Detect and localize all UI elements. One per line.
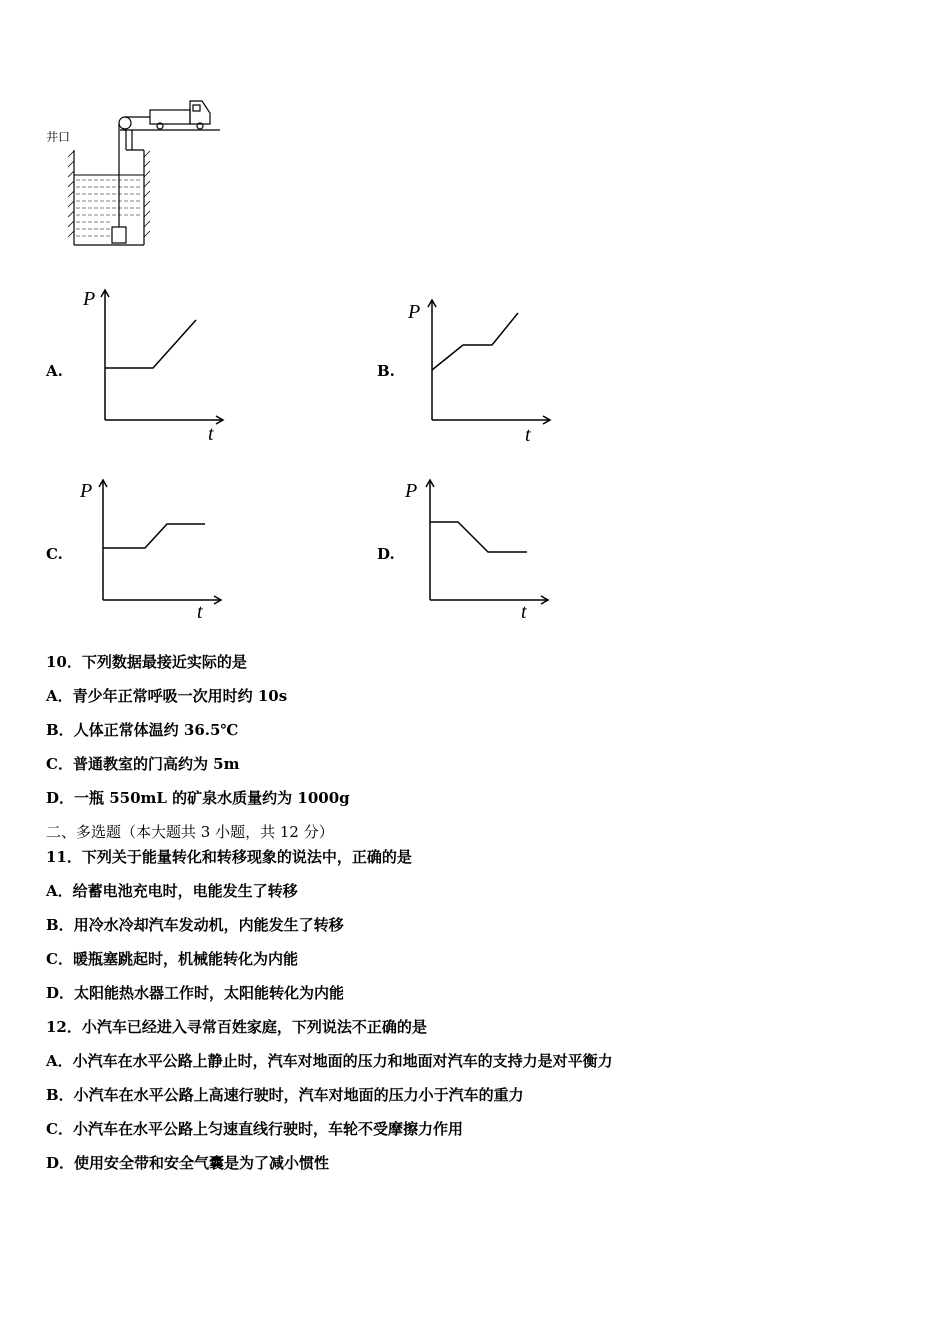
graph-option-a xyxy=(75,285,245,445)
graph-option-c xyxy=(75,475,245,625)
well-label: 井口 xyxy=(46,130,71,144)
option-b-label: B. xyxy=(377,362,395,380)
graph-a-y-label: P xyxy=(83,288,96,310)
option-c-label: C. xyxy=(46,545,63,563)
graph-c-y-label: P xyxy=(80,480,93,502)
graph-a-x-label: t xyxy=(208,423,214,445)
graph-option-b xyxy=(400,285,570,445)
question-12-option-d: D．使用安全带和安全气囊是为了减小惯性 xyxy=(46,1154,330,1172)
option-a-label: A. xyxy=(46,362,63,380)
graph-d-y-label: P xyxy=(405,480,418,502)
question-10-stem: 10．下列数据最接近实际的是 xyxy=(46,653,247,671)
graph-b-x-label: t xyxy=(525,424,531,445)
graph-option-d xyxy=(400,475,570,625)
question-11-option-c: C．暖瓶塞跳起时，机械能转化为内能 xyxy=(46,950,298,968)
question-12-stem: 12．小汽车已经进入寻常百姓家庭，下列说法不正确的是 xyxy=(46,1018,427,1036)
graph-b-y-label: P xyxy=(408,301,421,323)
question-11-option-a: A．给蓄电池充电时，电能发生了转移 xyxy=(46,882,298,900)
question-12-option-a: A．小汽车在水平公路上静止时，汽车对地面的压力和地面对汽车的支持力是对平衡力 xyxy=(46,1052,613,1070)
question-10-option-d: D．一瓶 550mL 的矿泉水质量约为 1000g xyxy=(46,789,350,807)
option-d-label: D. xyxy=(377,545,395,563)
well-truck-figure xyxy=(60,95,230,255)
section-heading-multiple-choice: 二、多选题（本大题共 3 小题，共 12 分） xyxy=(46,823,334,841)
question-10-option-b: B．人体正常体温约 36.5℃ xyxy=(46,721,239,739)
question-10-option-c: C．普通教室的门高约为 5m xyxy=(46,755,240,773)
question-11-stem: 11．下列关于能量转化和转移现象的说法中，正确的是 xyxy=(46,848,412,866)
graph-c-x-label: t xyxy=(197,601,203,623)
question-12-option-b: B．小汽车在水平公路上高速行驶时，汽车对地面的压力小于汽车的重力 xyxy=(46,1086,524,1104)
question-10-option-a: A．青少年正常呼吸一次用时约 10s xyxy=(46,687,288,705)
graph-d-x-label: t xyxy=(521,601,527,623)
question-12-option-c: C．小汽车在水平公路上匀速直线行驶时，车轮不受摩擦力作用 xyxy=(46,1120,463,1138)
question-11-option-b: B．用冷水冷却汽车发动机，内能发生了转移 xyxy=(46,916,344,934)
question-11-option-d: D．太阳能热水器工作时，太阳能转化为内能 xyxy=(46,984,345,1002)
